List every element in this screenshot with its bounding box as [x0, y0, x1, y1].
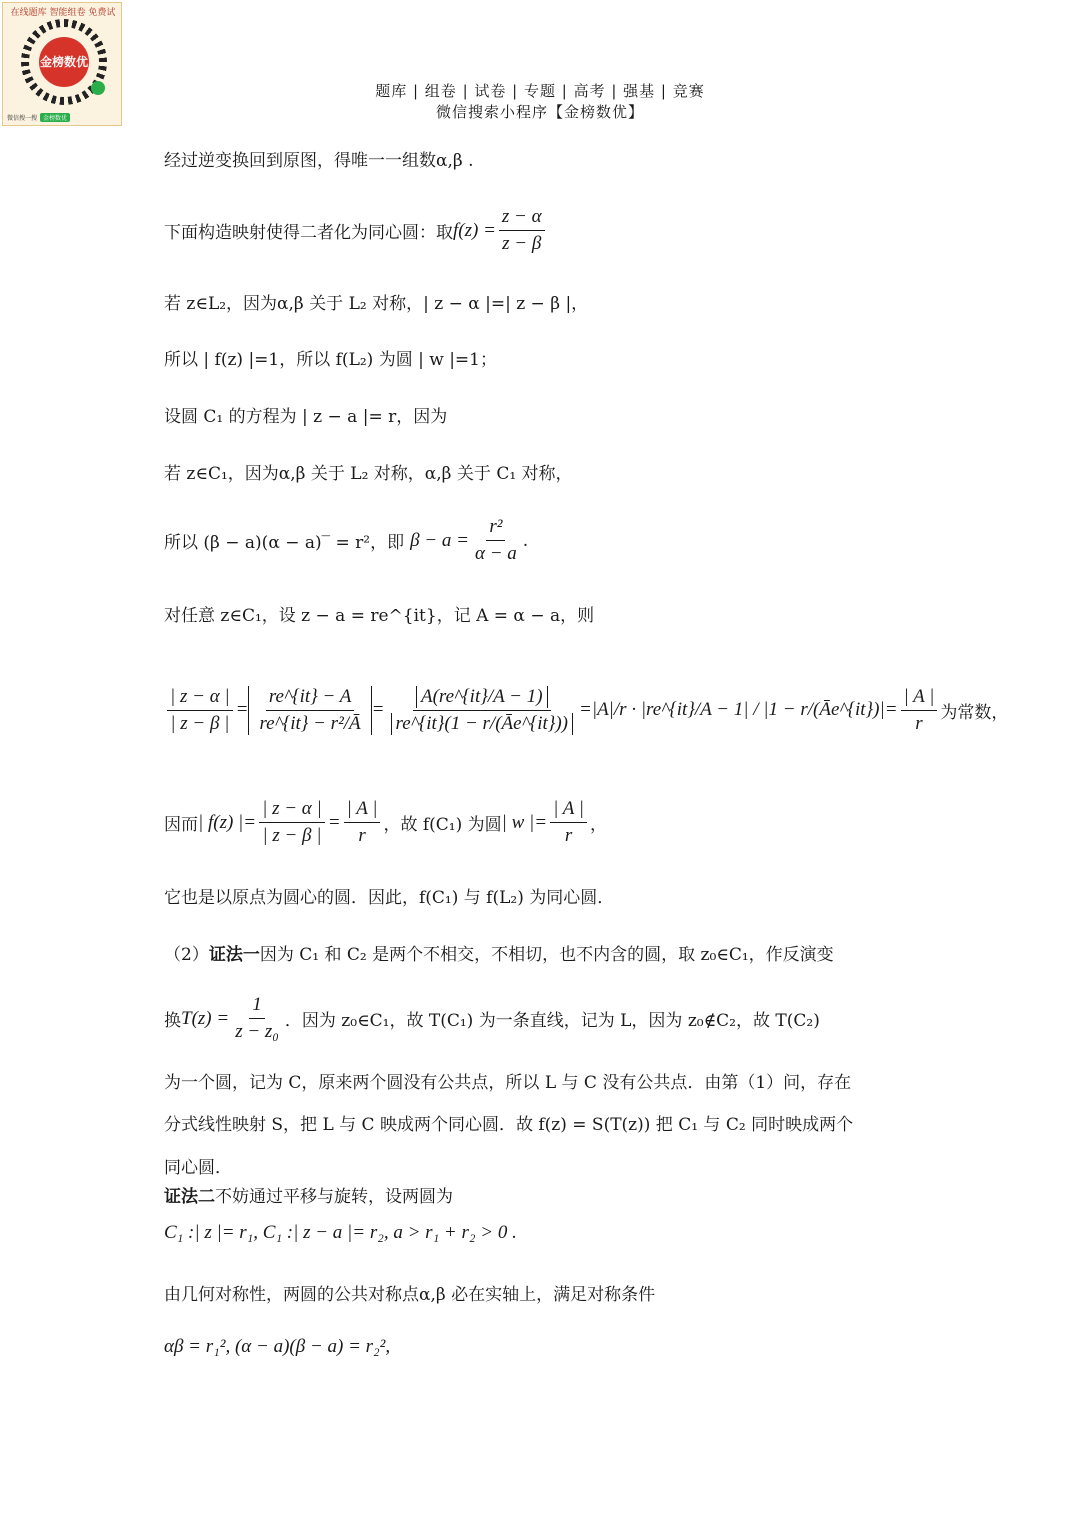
text-line-4: 所以 | f(z) |=1，所以 f(L₂) 为圆 | w |=1； [164, 350, 497, 370]
step2-numerator [413, 686, 551, 711]
logo-footer-pill: 金榜数优 [40, 113, 70, 122]
beta-denominator: α − a [474, 543, 517, 564]
text-line-2-pre: 下面构造映射使得二者化为同心圆：取 [164, 223, 453, 243]
text-line-16: 同心圆． [164, 1158, 232, 1178]
text-line-19: 由几何对称性，两圆的公共对称点α,β 必在实轴上，满足对称条件 [164, 1285, 656, 1305]
l10-r-2: r [564, 825, 573, 846]
step3-expression: |A|/r · |re^{it}/A − 1| / |1 − r/(Āe^{it})| [591, 699, 885, 720]
f-fraction [499, 206, 545, 255]
text-line-13-pre: 换 [164, 1011, 181, 1031]
l10-A-over-r [344, 798, 381, 847]
text-line-7-pre: 所以 (β − a)(α − a)‾ = r²，即 [164, 533, 405, 553]
text-line-13 [164, 994, 820, 1043]
ratio-numerator: | z − α | [167, 686, 233, 711]
text-line-3: 若 z∈L₂，因为α,β 关于 L₂ 对称，| z − α |=| z − β |， [164, 294, 589, 314]
part-2-label: （2） [164, 945, 209, 965]
ratio-equation: $\frac{| z - \alpha |}{| z - \beta |}$ = $\frac{re\^{}\{it\} - A}{\text{re\textasciicircum{}\{it\} − r²/Ā}}$ = $\frac{A(re\^{}\{it\}/A - 1)}{re\^{}\{it\}(1 - r/(Āe\^{}\{it\}))}$ = |A|/r · |re^{it}/A − 1| / |1 − r/(Āe^{it})| = $\frac{| A |}{r}$ 为常数， [164, 650, 1008, 770]
logo-center-text: 金榜数优 [39, 37, 89, 87]
text-line-11: 它也是以原点为圆心的圆．因此，f(C₁) 与 f(L₂) 为同心圆． [164, 888, 615, 908]
text-line-10: 因而 | f(z) |= $\frac{| z - \alpha |}{| z - \beta |}$ = $\frac{| A |}{r}$ ，故 f(C₁) 为圆 | w |= $\frac{| A |}{r}$ ， [164, 798, 607, 846]
header-nav[interactable]: 题库 | 组卷 | 试卷 | 专题 | 高考 | 强基 | 竞赛 [375, 82, 705, 100]
l10-A-2: | A | [550, 798, 587, 823]
w-abs: | w |= [501, 811, 548, 833]
T-denominator: z − z₀ [235, 1021, 279, 1042]
text-line-18: C₁ :| z |= r₁, C₁ :| z − a |= r₂, a > r₁ + r₂ > 0 . [164, 1222, 517, 1243]
text-line-6: 若 z∈C₁，因为α,β 关于 L₂ 对称，α,β 关于 C₁ 对称， [164, 464, 573, 484]
beta-fraction [472, 516, 520, 565]
ratio-fraction [167, 686, 233, 735]
l10-A-over-r-2 [550, 798, 587, 847]
step4-numerator: | A | [901, 686, 938, 711]
beta-numerator: r² [486, 516, 505, 541]
text-line-7: 所以 (β − a)(α − a)‾ = r²，即 β − a = $\frac{\text{r²}}{\alpha - a}$ . [164, 516, 529, 564]
text-line-13-post: ．因为 z₀∈C₁，故 T(C₁) 为一条直线，记为 L，因为 z₀∉C₂，故 T(C₂) [284, 1011, 820, 1031]
constant-label: 为常数， [940, 702, 1009, 723]
proof-1-label: 证法一 [208, 945, 260, 965]
l10-A: | A | [344, 798, 381, 823]
step2-denominator [388, 711, 577, 735]
T-definition: T(z) = [181, 1007, 230, 1029]
f-definition: f(z) = [453, 219, 496, 241]
text-line-20: αβ = r₁², (α − a)(β − a) = r₂², [164, 1336, 391, 1357]
step2-den-abs: re^{it}(1 − r/(Āe^{it})) [391, 713, 574, 735]
l10-r: r [358, 825, 366, 846]
step1-denominator: re^{it} − r²/Ā [259, 712, 361, 734]
step2-num-abs: A(re^{it}/A − 1) [416, 686, 548, 708]
header-subtitle: 微信搜索小程序【金榜数优】 [435, 103, 644, 121]
text-line-17 [164, 1182, 453, 1207]
text-line-12 [164, 940, 834, 965]
l10-ratio [259, 798, 325, 847]
text-line-1: 经过逆变换回到原图，得唯一一组数α,β . [164, 151, 474, 171]
text-line-10-pre: 因而 [164, 815, 198, 835]
text-line-15: 分式线性映射 S，把 L 与 C 映成两个同心圆．故 f(z) = S(T(z)) 把 C₁ 与 C₂ 同时映成两个 [164, 1115, 854, 1135]
step4-denominator: r [915, 712, 923, 734]
text-line-10-mid: ，故 f(C₁) 为圆 [383, 815, 502, 835]
l10-ratio-den: | z − β | [262, 825, 322, 846]
T-numerator: 1 [249, 994, 265, 1019]
text-line-8: 对任意 z∈C₁，设 z − a = re^{it}，记 A = α − a，则 [164, 606, 595, 626]
l10-ratio-num: | z − α | [259, 798, 325, 823]
step4-fraction [901, 686, 938, 735]
text-line-2 [164, 206, 548, 255]
beta-lhs: β − a = [410, 529, 469, 551]
logo-arc-text: 在线题库 智能组卷 免费试 [10, 8, 116, 18]
step1-fraction [256, 686, 363, 735]
step1-abs [248, 686, 371, 735]
T-fraction [232, 994, 282, 1043]
text-line-5: 设圆 C₁ 的方程为 | z − a |= r，因为 [164, 407, 448, 427]
proof-2-label: 证法二 [164, 1187, 215, 1207]
text-line-12-rest: 因为 C₁ 和 C₂ 是两个不相交，不相切，也不内含的圆，取 z₀∈C₁，作反演变 [259, 945, 834, 965]
ratio-denominator: | z − β | [170, 712, 230, 734]
logo-footer-left: 微信搜一搜 [7, 114, 38, 122]
step2-fraction [388, 686, 577, 735]
text-line-17-rest: 不妨通过平移与旋转，设两圆为 [215, 1187, 453, 1207]
f-numerator: z − α [499, 206, 545, 231]
step1-numerator: re^{it} − A [266, 686, 354, 711]
f-denominator: z − β [502, 233, 542, 254]
fz-abs: | f(z) |= [198, 811, 257, 833]
text-line-14: 为一个圆，记为 C，原来两个圆没有公共点，所以 L 与 C 没有公共点．由第（1）问，存在 [164, 1073, 852, 1093]
